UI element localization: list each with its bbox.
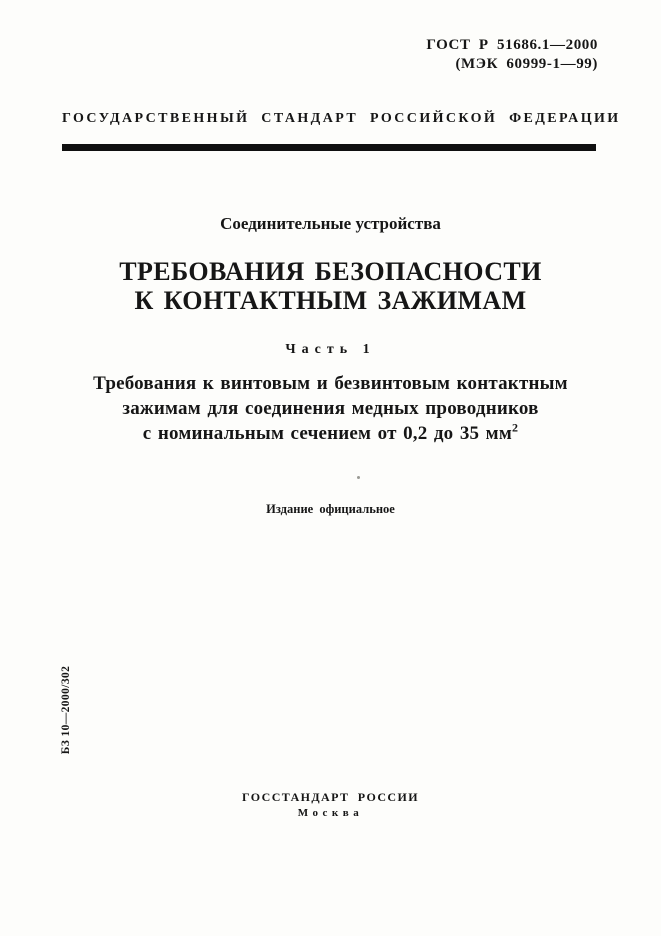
subtitle-line3-text: с номинальным сечением от 0,2 до 35 мм: [142, 423, 512, 444]
official-edition-label: Издание официальное: [266, 502, 395, 516]
part-label: Часть 1: [285, 342, 376, 357]
horizontal-rule-bar: [62, 144, 596, 151]
standard-number-line2: (МЭК 60999-1—99): [455, 56, 598, 72]
federation-standard-header: ГОСУДАРСТВЕННЫЙ СТАНДАРТ РОССИЙСКОЙ ФЕДЕРАЦИИ: [62, 111, 621, 126]
standard-number-block: [426, 36, 598, 74]
subtitle-superscript: 2: [511, 420, 519, 435]
document-subject: Соединительные устройства: [220, 214, 441, 233]
standard-number-line1: ГОСТ Р 51686.1—2000: [426, 37, 598, 53]
main-title-line1: ТРЕБОВАНИЯ БЕЗОПАСНОСТИ: [119, 257, 542, 286]
subtitle-line1: Требования к винтовым и безвинтовым контактным: [93, 373, 568, 394]
subtitle-line2: зажимам для соединения медных проводников: [122, 398, 539, 419]
main-title-line2: К КОНТАКТНЫМ ЗАЖИМАМ: [134, 286, 527, 315]
side-registration-code: БЗ 10—2000/302: [60, 665, 72, 755]
subtitle-block: [0, 371, 661, 446]
scan-artifact-dot: [357, 476, 360, 479]
publication-city: Москва: [297, 807, 364, 819]
publisher-name: ГОССТАНДАРТ РОССИИ: [242, 790, 419, 804]
main-title: [0, 257, 661, 315]
subtitle-line3: [0, 421, 661, 446]
